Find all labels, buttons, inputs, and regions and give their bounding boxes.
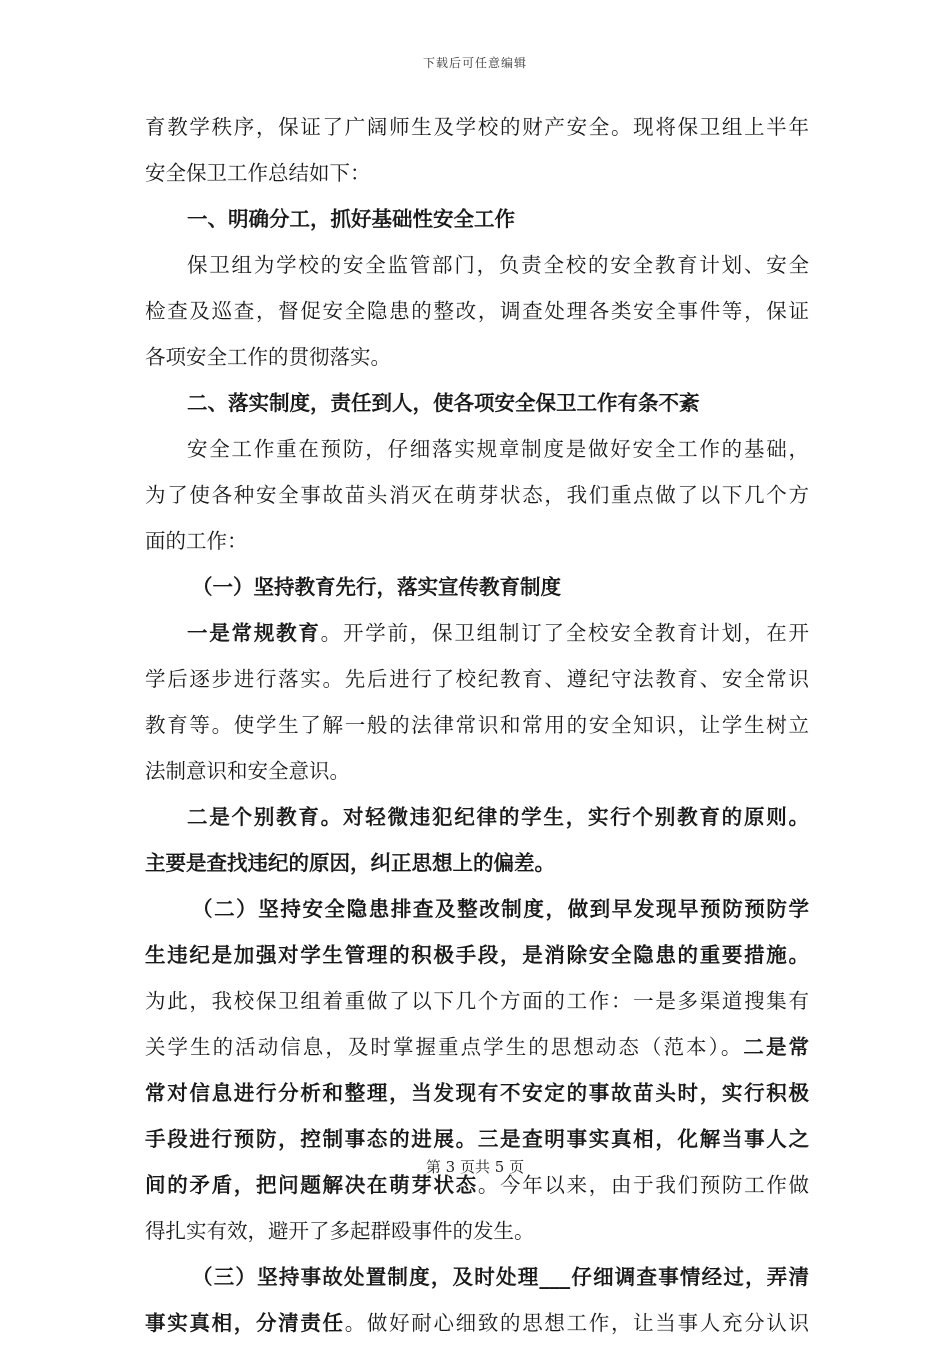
- paragraph-line: [145, 1300, 809, 1346]
- paragraph-line: 为此，我校保卫组着重做了以下几个方面的工作：一是多渠道搜集有: [145, 989, 809, 1013]
- section-heading-2: 二、落实制度，责任到人，使各项安全保卫工作有条不紊: [187, 391, 700, 415]
- subsection-heading-1: （一）坚持教育先行，落实宣传教育制度: [192, 575, 561, 599]
- body-text: 。今年以来，由于我们预防工作做: [477, 1173, 809, 1197]
- paragraph-line: 为了使各种安全事故苗头消灭在萌芽状态，我们重点做了以下几个方: [145, 483, 809, 507]
- emphasis-text: 间的矛盾，把问题解决在萌芽状态: [145, 1173, 478, 1197]
- section-heading-1: 一、明确分工，抓好基础性安全工作: [187, 207, 515, 231]
- page-footer: 第 3 页共 5 页: [425, 1158, 525, 1176]
- paragraph-line-bold: 二是个别教育。对轻微违犯纪律的学生，实行个别教育的原则。: [187, 805, 809, 829]
- emphasis-text: 一是常规教育: [187, 621, 321, 645]
- body-text: 关学生的活动信息，及时掌握重点学生的思想动态（范本）。: [145, 1035, 744, 1059]
- paragraph-line: 面的工作：: [145, 529, 248, 553]
- paragraph-line-bold: 手段进行预防，控制事态的进展。三是查明事实真相，化解当事人之: [145, 1127, 809, 1151]
- paragraph-line: 得扎实有效，避开了多起群殴事件的发生。: [145, 1219, 535, 1243]
- paragraph-line-bold: 主要是查找违纪的原因，纠正思想上的偏差。: [145, 851, 555, 875]
- subsection-heading-2: （二）坚持安全隐患排查及整改制度，做到早发现早预防预防学: [192, 897, 809, 921]
- emphasis-text: 二是常: [743, 1035, 809, 1059]
- paragraph-line: 育教学秩序，保证了广阔师生及学校的财产安全。现将保卫组上半年: [145, 115, 809, 139]
- paragraph-line: 各项安全工作的贯彻落实。: [145, 345, 391, 369]
- paragraph-line: 检查及巡查，督促安全隐患的整改，调查处理各类安全事件等，保证: [145, 299, 809, 323]
- paragraph-line-bold: 常对信息进行分析和整理，当发现有不安定的事故苗头时，实行积极: [145, 1081, 809, 1105]
- paragraph-line: 保卫组为学校的安全监管部门，负责全校的安全教育计划、安全: [187, 253, 809, 277]
- paragraph-line: 教育等。使学生了解一般的法律常识和常用的安全知识，让学生树立: [145, 713, 809, 737]
- paragraph-line: [145, 610, 809, 656]
- paragraph-line: 法制意识和安全意识。: [145, 759, 350, 783]
- emphasis-text: 事实真相，分清责任: [145, 1311, 345, 1335]
- body-text: 。开学前，保卫组制订了全校安全教育计划，在开: [320, 621, 809, 645]
- subsection-heading-3: （三）坚持事故处置制度，及时处理___仔细调查事情经过，弄清: [192, 1265, 809, 1289]
- page-header: 下载后可任意编辑: [422, 56, 527, 70]
- paragraph-line-bold: 生违纪是加强对学生管理的积极手段，是消除安全隐患的重要措施。: [145, 943, 809, 967]
- paragraph-line: 安全保卫工作总结如下：: [145, 161, 371, 185]
- paragraph-line: 安全工作重在预防，仔细落实规章制度是做好安全工作的基础，: [187, 437, 809, 461]
- paragraph-line: [145, 1024, 809, 1070]
- paragraph-line: 学后逐步进行落实。先后进行了校纪教育、遵纪守法教育、安全常识: [145, 667, 809, 691]
- body-text: 。做好耐心细致的思想工作，让当事人充分认识: [344, 1311, 809, 1335]
